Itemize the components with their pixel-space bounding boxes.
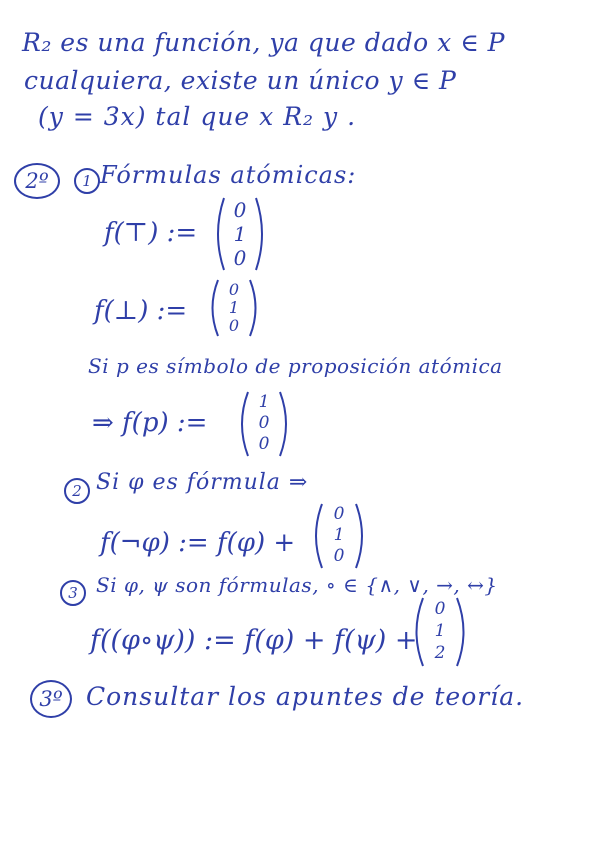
vector-entry: 0 [228, 316, 240, 335]
vector-entry: 0 [233, 246, 247, 270]
negation-definition: f(¬φ) := f(φ) + [100, 528, 296, 558]
item-3-text: Si φ, ψ son fórmulas, ∘ ∈ {∧, ∨, →, ↔} [96, 573, 498, 597]
vector-entry: 0 [228, 280, 240, 299]
item-3-number: 3 [60, 580, 86, 606]
section-3-text: Consultar los apuntes de teoría. [86, 682, 525, 711]
proposition-vector [236, 390, 292, 458]
vector-entry: 0 [333, 546, 345, 566]
vector-entry: 0 [258, 413, 270, 433]
bottom-vector [206, 278, 262, 338]
atomic-proposition-text: Si p es símbolo de proposición atómica [88, 354, 503, 378]
atomic-formulas-heading: Fórmulas atómicas: [100, 161, 357, 189]
section-2-number: 2º [14, 163, 60, 199]
proposition-definition: ⇒ f(p) := [92, 408, 208, 438]
intro-line-3: (y = 3x) tal que x R₂ y . [38, 102, 357, 131]
vector-entry: 1 [258, 392, 270, 412]
bottom-definition: f(⊥) := [94, 296, 188, 326]
binary-definition: f((φ∘ψ)) := f(φ) + f(ψ) + [90, 625, 418, 656]
vector-entry: 0 [333, 504, 345, 524]
item-1-number: 1 [74, 168, 100, 194]
vector-entry: 1 [333, 525, 345, 545]
vector-entry: 0 [434, 599, 446, 619]
binary-vector [410, 596, 470, 668]
vector-entry: 2 [434, 643, 446, 663]
intro-line-1: R₂ es una función, ya que dado x ∈ P [22, 28, 505, 57]
top-vector [212, 196, 268, 272]
vector-entry: 1 [233, 222, 247, 246]
negation-vector [310, 502, 368, 570]
vector-entry: 0 [233, 198, 247, 222]
vector-entry: 1 [434, 621, 446, 641]
top-definition: f(⊤) := [104, 218, 198, 248]
section-3-number: 3º [30, 680, 72, 718]
vector-entry: 1 [228, 298, 240, 317]
intro-line-2: cualquiera, existe un único y ∈ P [24, 66, 457, 95]
vector-entry: 0 [258, 434, 270, 454]
item-2-text: Si φ es fórmula ⇒ [96, 470, 309, 495]
item-2-number: 2 [64, 478, 90, 504]
